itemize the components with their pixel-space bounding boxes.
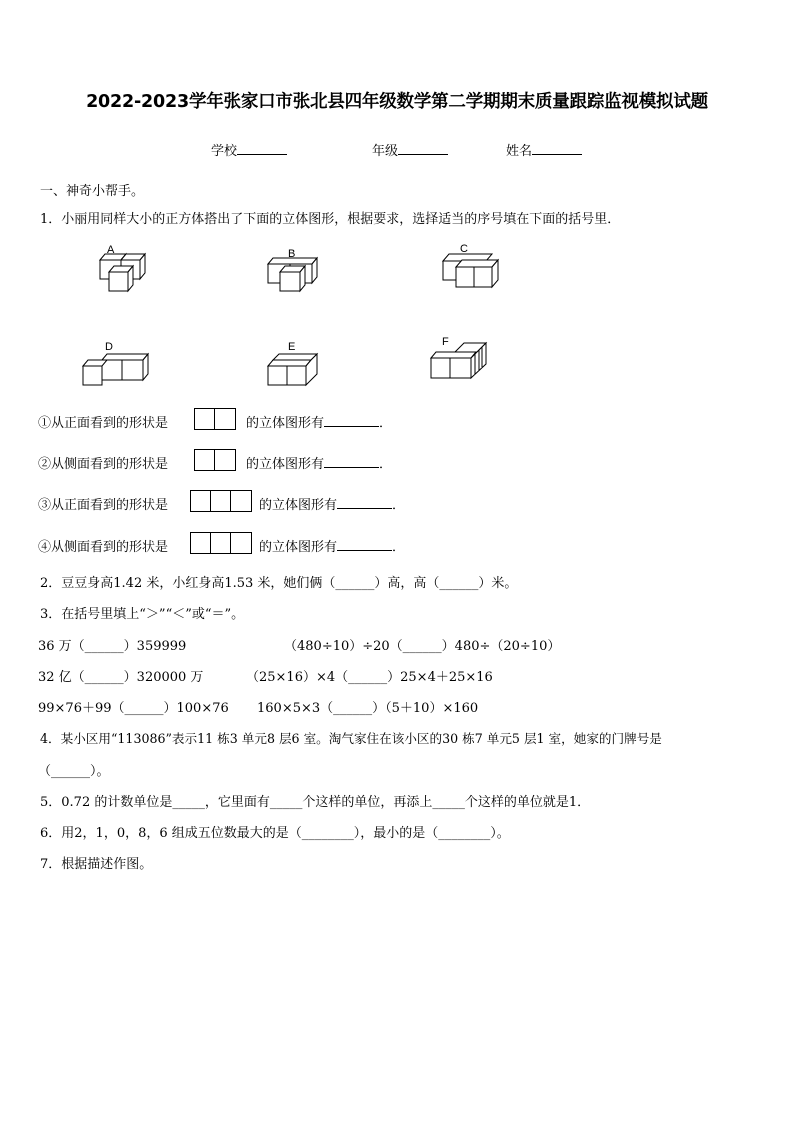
q3-row1-right: （480÷10）÷20（______）480÷（20÷10） [284, 639, 561, 654]
q3-row3-left: 99×76＋99（______）100×76 [38, 701, 229, 716]
page-title: 2022-2023学年张家口市张北县四年级数学第二学期期末质量跟踪监视模拟试题 [86, 92, 708, 112]
question-2-text: 2．豆豆身高1.42 米，小红身高1.53 米，她们俩（______）高，高（______）米。 [40, 576, 518, 591]
question-1-text: 1．小丽用同样大小的正方体搭出了下面的立体图形，根据要求，选择适当的序号填在下面的括号里． [40, 212, 621, 227]
figure-d [80, 352, 152, 388]
question-4-line1: 4．某小区用“113086”表示11 栋3 单元8 层6 室。淘气家住在该小区的30 栋7 单元5 层1 室，她家的门牌号是 [40, 731, 662, 746]
name-field[interactable] [506, 140, 582, 159]
question-3-text: 3．在括号里填上“＞”“＜”或“＝”。 [40, 607, 245, 622]
q1-sub4-shape [190, 532, 252, 554]
q1-sub2-end: ． [379, 457, 393, 472]
question-5-text: 5．0.72 的计数单位是_____，它里面有_____个这样的单位，再添上_____个这样的单位就是1． [40, 795, 591, 810]
grade-label: 年级 [372, 144, 399, 159]
q1-sub4-answer[interactable] [337, 536, 392, 551]
school-field[interactable] [211, 140, 287, 159]
grade-blank[interactable] [398, 140, 448, 155]
question-6-text: 6．用2，1，0，8，6 组成五位数最大的是（________），最小的是（________）。 [40, 826, 510, 841]
grade-field[interactable] [372, 140, 448, 159]
q1-sub3-answer[interactable] [337, 494, 392, 509]
figure-d-label: D [105, 341, 113, 353]
q1-sub3-shape [190, 490, 252, 512]
question-7-text: 7．根据描述作图。 [40, 857, 153, 872]
section-heading: 一、神奇小帮手。 [40, 184, 145, 199]
figure-b-label: B [288, 248, 296, 260]
q1-sub3-suffix-text: 的立体图形有 [259, 498, 338, 513]
q1-sub1-prefix: ①从正面看到的形状是 [38, 416, 169, 431]
q3-row2-right: （25×16）×4（______）25×4＋25×16 [246, 670, 493, 685]
q1-sub2-answer[interactable] [324, 453, 379, 468]
q1-sub4-suffix-text: 的立体图形有 [259, 540, 338, 555]
figure-f-label: F [442, 336, 449, 348]
q1-sub3-end: ． [392, 498, 406, 513]
figure-f [428, 340, 492, 382]
q1-sub4-end: ． [392, 540, 406, 555]
q1-sub1-suffix-text: 的立体图形有 [246, 416, 325, 431]
q1-sub1-end: ． [379, 416, 393, 431]
figure-c-label: C [460, 243, 468, 255]
q3-row3-right: 160×5×3（______）（5＋10）×160 [257, 701, 479, 716]
q1-sub1-suffix [246, 412, 392, 431]
name-blank[interactable] [532, 140, 582, 155]
q3-row1-left: 36 万（______）359999 [38, 639, 187, 654]
q1-sub2-shape [194, 449, 236, 471]
figure-c [440, 245, 504, 293]
q1-sub2-suffix-text: 的立体图形有 [246, 457, 325, 472]
q3-row2-left: 32 亿（______）320000 万 [38, 670, 204, 685]
q1-sub3-prefix: ③从正面看到的形状是 [38, 498, 169, 513]
figure-e-label: E [288, 341, 296, 353]
school-label: 学校 [211, 144, 238, 159]
q1-sub1-shape [194, 408, 236, 430]
q1-sub4-suffix [259, 536, 405, 555]
figure-a-label: A [107, 244, 115, 256]
q1-sub3-suffix [259, 494, 405, 513]
name-label: 姓名 [506, 144, 533, 159]
q1-sub4-prefix: ④从侧面看到的形状是 [38, 540, 169, 555]
figure-e [265, 352, 325, 388]
school-blank[interactable] [237, 140, 287, 155]
figure-a [95, 240, 155, 295]
q1-sub1-answer[interactable] [324, 412, 379, 427]
q1-sub2-suffix [246, 453, 392, 472]
question-4-line2: （______）。 [38, 764, 110, 779]
q1-sub2-prefix: ②从侧面看到的形状是 [38, 457, 169, 472]
